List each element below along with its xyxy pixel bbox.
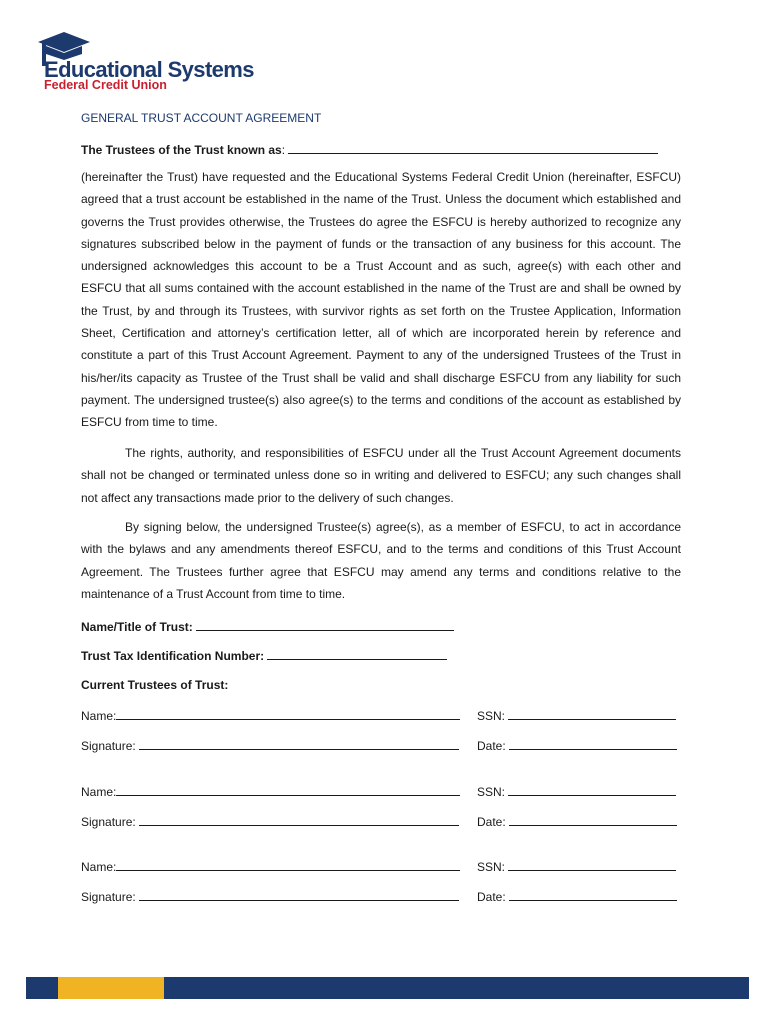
trustee-3-signature-row <box>81 889 459 904</box>
trustee-ssn-label: SSN: <box>477 860 506 874</box>
trustee-1-name-row <box>81 708 460 723</box>
tax-id-label: Trust Tax Identification Number: <box>81 649 265 663</box>
trustee-1-ssn-row <box>477 708 676 723</box>
trustee-3-signature-field[interactable] <box>139 889 459 901</box>
trustee-3-date-field[interactable] <box>509 889 677 901</box>
agreement-paragraph-3: By signing below, the undersigned Trustee(s) agree(s), as a member of ESFCU, to act in accordance with the bylaws and any amendments thereof ESFCU, and to the terms and conditions of this Trust Account Agreement. The Trustees further agree that ESFCU may amend any terms and conditions relative to the maintenance of a Trust Account from time to time. <box>81 520 681 601</box>
trustee-name-label: Name: <box>81 709 117 723</box>
trustee-name-label: Name: <box>81 785 117 799</box>
logo-name: Educational Systems <box>44 57 254 82</box>
trustee-1-signature-field[interactable] <box>139 738 459 750</box>
trust-name-field[interactable] <box>288 142 658 154</box>
tax-id-field[interactable] <box>267 648 447 660</box>
agreement-paragraph-2: The rights, authority, and responsibilities of ESFCU under all the Trust Account Agreement documents shall not be changed or terminated unless done so in writing and delivered to ESFCU; any such changes shall not affect any transactions made prior to the delivery of such changes. <box>81 446 681 505</box>
trustee-3-ssn-row <box>477 859 676 874</box>
trustees-known-as-colon: : <box>281 143 286 157</box>
trustee-1-name-field[interactable] <box>116 708 460 720</box>
trustee-signature-label: Signature: <box>81 815 136 829</box>
tax-id-row <box>81 648 447 663</box>
trustee-2-ssn-field[interactable] <box>508 784 676 796</box>
trustee-ssn-label: SSN: <box>477 709 506 723</box>
trustee-2-name-row <box>81 784 460 799</box>
trustees-known-as-row <box>81 142 658 157</box>
trustee-1-signature-row <box>81 738 459 753</box>
trustee-3-name-row <box>81 859 460 874</box>
name-title-row <box>81 619 454 634</box>
trustee-signature-label: Signature: <box>81 739 136 753</box>
name-title-label: Name/Title of Trust: <box>81 620 193 634</box>
trustee-2-date-row <box>477 814 677 829</box>
logo-subtitle: Federal Credit Union <box>44 78 167 92</box>
trustee-name-label: Name: <box>81 860 117 874</box>
trustee-date-label: Date: <box>477 815 506 829</box>
name-title-field[interactable] <box>196 619 454 631</box>
trustee-2-date-field[interactable] <box>509 814 677 826</box>
trustee-3-name-field[interactable] <box>116 859 460 871</box>
trustee-ssn-label: SSN: <box>477 785 506 799</box>
footer-gold-accent <box>58 977 164 999</box>
trustee-2-signature-field[interactable] <box>139 814 459 826</box>
trustees-known-as-label: The Trustees of the Trust known as <box>81 143 282 157</box>
trustee-date-label: Date: <box>477 739 506 753</box>
trustee-3-date-row <box>477 889 677 904</box>
agreement-paragraph-1: (hereinafter the Trust) have requested and the Educational Systems Federal Credit Union (hereinafter, ESFCU) agreed that a trust account be established in the name of the Trust. Unless the document which established and governs the Trust provides otherwise, the Trustees do agree the ESFCU is hereby authorized to recognize any signatures subscribed below in the payment of funds or the transaction of any business for this account. The undersigned acknowledges this account to be a Trust Account and as such, agree(s) with each other and ESFCU that all sums contained with the account established in the name of the Trust are and shall be owned by the Trust, by and through its Trustees, with survivor rights as set forth on the Trustee Application, Information Sheet, Certification and attorney’s certification letter, all of which are incorporated herein by reference and constitute a part of this Trust Account Agreement. Payment to any of the undersigned Trustees of the Trust in his/her/its capacity as Trustee of the Trust shall be valid and shall discharge ESFCU from any liability for such payment. The undersigned trustee(s) also agree(s) to the terms and conditions of the account as established by ESFCU from time to time. <box>81 170 681 430</box>
trustee-date-label: Date: <box>477 890 506 904</box>
trustee-1-date-row <box>477 738 677 753</box>
trustee-1-ssn-field[interactable] <box>508 708 676 720</box>
trustee-2-signature-row <box>81 814 459 829</box>
current-trustees-label: Current Trustees of Trust: <box>81 678 229 692</box>
trustee-2-ssn-row <box>477 784 676 799</box>
trustee-2-name-field[interactable] <box>116 784 460 796</box>
trustee-signature-label: Signature: <box>81 890 136 904</box>
document-title: GENERAL TRUST ACCOUNT AGREEMENT <box>81 111 322 125</box>
trustee-3-ssn-field[interactable] <box>508 859 676 871</box>
trustee-1-date-field[interactable] <box>509 738 677 750</box>
